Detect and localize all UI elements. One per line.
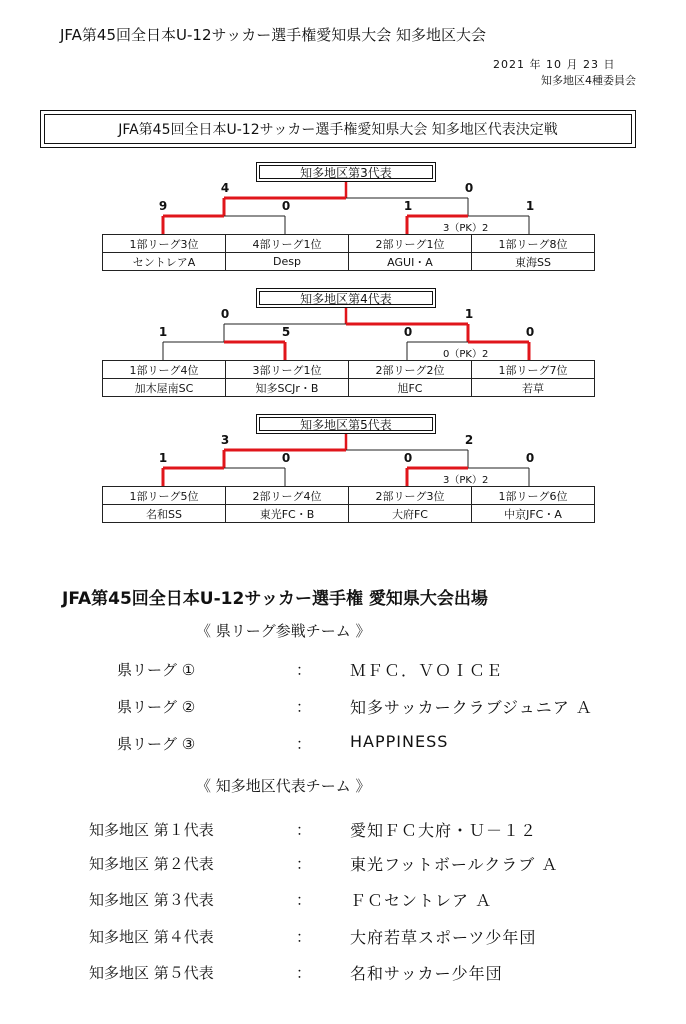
district-row-3-team: ＦＣセントレア Ａ	[350, 891, 493, 910]
district-row-3-colon: ：	[296, 891, 312, 909]
district-row-4-label: 知多地区 第４代表	[89, 928, 214, 946]
bracket-2-final-score-right: 1	[464, 307, 474, 321]
bracket-2-team-2: 知多SCJr・B	[226, 379, 349, 397]
bracket-3-final-score-right: 2	[464, 433, 474, 447]
qualified-title: JFA第45回全日本U-12サッカー選手権 愛知県大会出場	[62, 589, 488, 609]
district-row-5-colon: ：	[296, 964, 312, 982]
bracket-1-team-3: AGUI・A	[349, 253, 472, 271]
bracket-2-league-4: 1部リーグ7位	[472, 361, 595, 379]
bracket-3-semi-score-3: 0	[403, 451, 413, 465]
bracket-2-team-4: 若草	[472, 379, 595, 397]
bracket-1-semi-score-4: 1	[525, 199, 535, 213]
district-row-2-team: 東光フットボールクラブ Ａ	[350, 855, 559, 874]
bracket-1-team-1: セントレアA	[103, 253, 226, 271]
bracket-1-title: 知多地区第3代表	[259, 165, 433, 179]
district-row-4-team: 大府若草スポーツ少年団	[350, 928, 537, 947]
pref-row-2-team: 知多サッカークラブジュニア Ａ	[350, 698, 593, 717]
document-date: 2021 年 10 月 23 日	[493, 58, 616, 71]
bracket-3-teams-table	[102, 486, 595, 523]
pref-row-3-label: 県リーグ ③	[117, 735, 196, 753]
pref-row-1-team: ＭＦＣ．ＶＯＩＣＥ	[350, 661, 504, 680]
document-title: JFA第45回全日本U-12サッカー選手権愛知県大会 知多地区大会	[60, 26, 486, 44]
bracket-2-league-2: 3部リーグ1位	[226, 361, 349, 379]
committee-name: 知多地区4種委員会	[541, 74, 636, 87]
bracket-1-league-4: 1部リーグ8位	[472, 235, 595, 253]
bracket-1-teams-table	[102, 234, 595, 271]
bracket-3-semi-score-2: 0	[281, 451, 291, 465]
bracket-3-league-1: 1部リーグ5位	[103, 487, 226, 505]
bracket-1-team-2: Desp	[226, 253, 349, 271]
district-row-1-label: 知多地区 第１代表	[89, 821, 214, 839]
main-title: JFA第45回全日本U-12サッカー選手権愛知県大会 知多地区代表決定戦	[44, 114, 632, 144]
bracket-3-title: 知多地区第5代表	[259, 417, 433, 431]
pref-row-1-colon: ：	[296, 661, 312, 679]
bracket-2-teams-table	[102, 360, 595, 397]
pref-row-2-colon: ：	[296, 698, 312, 716]
bracket-3-title-box	[256, 414, 436, 434]
pref-row-2-label: 県リーグ ②	[117, 698, 196, 716]
district-row-2-label: 知多地区 第２代表	[89, 855, 214, 873]
bracket-2-semi-score-1: 1	[158, 325, 168, 339]
bracket-2-semi-score-4: 0	[525, 325, 535, 339]
pref-row-3-team: HAPPINESS	[350, 732, 449, 751]
bracket-3-team-2: 東光FC・B	[226, 505, 349, 523]
bracket-2-title: 知多地区第4代表	[259, 291, 433, 305]
bracket-3-final-score-left: 3	[220, 433, 230, 447]
bracket-2-title-box	[256, 288, 436, 308]
district-row-2-colon: ：	[296, 855, 312, 873]
bracket-1-final-score-left: 4	[220, 181, 230, 195]
bracket-3-pk-note: 3（PK）2	[443, 475, 489, 486]
district-row-1-colon: ：	[296, 821, 312, 839]
bracket-2-semi-score-3: 0	[403, 325, 413, 339]
bracket-2-pk-note: 0（PK）2	[443, 349, 489, 360]
bracket-3-league-3: 2部リーグ3位	[349, 487, 472, 505]
district-heading: 《 知多地区代表チーム 》	[196, 777, 371, 795]
bracket-3-team-3: 大府FC	[349, 505, 472, 523]
bracket-1-final-score-right: 0	[464, 181, 474, 195]
bracket-3-team-1: 名和SS	[103, 505, 226, 523]
bracket-1-league-1: 1部リーグ3位	[103, 235, 226, 253]
bracket-2-semi-score-2: 5	[281, 325, 291, 339]
bracket-1-pk-note: 3（PK）2	[443, 223, 489, 234]
bracket-1-semi-score-1: 9	[158, 199, 168, 213]
bracket-3-semi-score-1: 1	[158, 451, 168, 465]
bracket-2-league-3: 2部リーグ2位	[349, 361, 472, 379]
bracket-2-team-3: 旭FC	[349, 379, 472, 397]
district-row-5-team: 名和サッカー少年団	[350, 964, 503, 983]
bracket-1-league-2: 4部リーグ1位	[226, 235, 349, 253]
pref-row-1-label: 県リーグ ①	[117, 661, 196, 679]
district-row-4-colon: ：	[296, 928, 312, 946]
bracket-2-final-score-left: 0	[220, 307, 230, 321]
bracket-1-title-box	[256, 162, 436, 182]
district-row-3-label: 知多地区 第３代表	[89, 891, 214, 909]
bracket-3-league-2: 2部リーグ4位	[226, 487, 349, 505]
bracket-1-team-4: 東海SS	[472, 253, 595, 271]
pref-row-3-colon: ：	[296, 735, 312, 753]
bracket-2-team-1: 加木屋南SC	[103, 379, 226, 397]
pref-league-heading: 《 県リーグ参戦チーム 》	[196, 622, 371, 640]
bracket-3-league-4: 1部リーグ6位	[472, 487, 595, 505]
bracket-1-semi-score-2: 0	[281, 199, 291, 213]
bracket-1-semi-score-3: 1	[403, 199, 413, 213]
bracket-3-semi-score-4: 0	[525, 451, 535, 465]
district-row-5-label: 知多地区 第５代表	[89, 964, 214, 982]
district-row-1-team: 愛知ＦＣ大府・Ｕ－１２	[350, 821, 538, 840]
bracket-1-league-3: 2部リーグ1位	[349, 235, 472, 253]
bracket-2-league-1: 1部リーグ4位	[103, 361, 226, 379]
bracket-3-team-4: 中京JFC・A	[472, 505, 595, 523]
